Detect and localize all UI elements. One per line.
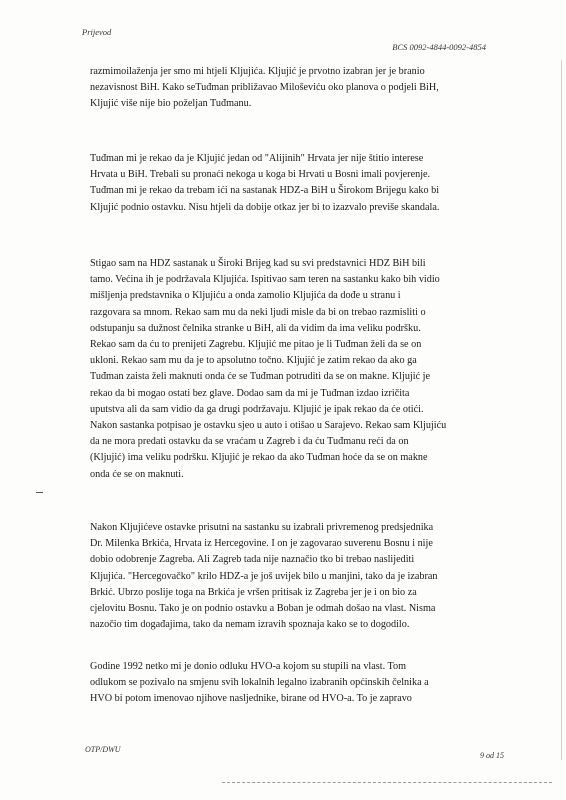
- page-number: 9 od 15: [480, 751, 504, 760]
- text-line: uputstva ali da sam vidio da ga drugi podržavaju. Kljujić je ipak rekao da će otići.: [90, 403, 424, 415]
- paragraph-2: [90, 151, 490, 216]
- text-line: Stigao sam na HDZ sastanak u Široki Brijeg kad su svi predstavnici HDZ BiH bili: [90, 258, 426, 269]
- scan-edge-line: [561, 60, 562, 760]
- text-line: Dr. Milenka Brkića, Hrvata iz Hercegovine. I on je zagovarao suverenu Bosnu i nije: [90, 538, 433, 550]
- paragraph-5: [90, 659, 490, 708]
- text-line: Rekao sam da ću to prenijeti Zagrebu. Kljujić me pitao je li Tuđman želi da se on: [90, 339, 422, 351]
- text-line: ukloni. Rekao sam mu da je to apsolutno točno. Kljujić je zatim rekao da ako ga: [90, 355, 417, 367]
- paragraph-1: [90, 64, 490, 113]
- paragraph-3: [90, 256, 490, 483]
- text-line: Tuđman zaista želi maknuti onda će se Tuđman potruditi da se on makne. Kljujić je: [90, 371, 430, 383]
- text-line: nezavisnost BiH. Kako seTuđman približavao Miloševiću oko planova o podjeli BiH,: [90, 82, 439, 94]
- text-line: HVO bi potom imenovao njihove nasljednike, birane od HVO-a. To je zapravo: [90, 693, 412, 705]
- text-line: razgovara sa mnom. Rekao sam mu da neki ljudi misle da bi on trebao razmisliti o: [90, 306, 426, 318]
- text-line: razmimoilaženja jer smo mi htjeli Kljujića. Kljujić je prvotno izabran jer je branio: [90, 66, 425, 77]
- bottom-divider: [222, 782, 552, 783]
- footer-label: OTP/DWU: [85, 745, 121, 754]
- text-line: tamo. Većina ih je podržavala Kljujića. Ispitivao sam teren na sastanku kako bih vidio: [90, 274, 440, 286]
- margin-mark: [36, 492, 43, 493]
- text-line: mišljenja predstavnika o Kljujiću a onda zamolio Kljujića da dođe u stranu i: [90, 290, 401, 302]
- text-line: nazočio tim događajima, tako da nemam izravih spoznaja kako se to dogodilo.: [90, 619, 410, 631]
- text-line: odlukom se pozivalo na smjenu svih lokalnih legalno izabranih općinskih čelnika a: [90, 677, 429, 689]
- header-label: Prijevod: [82, 27, 112, 37]
- text-line: da ne mora predati ostavku da se vraćam u Zagreb i da ću Tuđmanu reći da on: [90, 436, 409, 448]
- text-line: Brkić. Ubrzo poslije toga na Brkića je vršen pritisak iz Zagreba jer je i on bio za: [90, 586, 417, 598]
- text-line: Tuđman mi je rekao da trebam ići na sastanak HDZ-a BiH u Širokom Brijegu kako bi: [90, 185, 440, 197]
- text-line: onda će se on maknuti.: [90, 468, 184, 480]
- text-line: dobio odobrenje Zagreba. Ali Zagreb tada nije naznačio tko bi trebao naslijediti: [90, 554, 415, 566]
- text-line: odstupanju sa dužnost čelnika stranke u BiH, ali da vidim da ima veliku podršku.: [90, 322, 421, 334]
- text-line: Hrvata u BiH. Trebali su pronaći nekoga u koga bi Hrvati u Bosni imali povjerenje.: [90, 169, 431, 181]
- paragraph-4: [90, 520, 490, 633]
- text-line: Kljujića. "Hercegovačko" krilo HDZ-a je još uvijek bilo u manjini, tako da je izabran: [90, 570, 438, 582]
- text-line: (Kljujić) ima veliku podršku. Kljujić je rekao da ako Tuđman hoće da se on makne: [90, 452, 428, 464]
- text-line: Tuđman mi je rekao da je Kljujić jedan od "Alijinih" Hrvata jer nije štitio interese: [90, 153, 424, 164]
- text-line: Kljujić više nije bio poželjan Tuđmanu.: [90, 98, 252, 110]
- text-line: Godine 1992 netko mi je donio odluku HVO-a kojom su stupili na vlast. Tom: [90, 661, 407, 672]
- text-line: cjelovitu Bosnu. Tako je on podnio ostavku a Boban je odmah došao na vlast. Nisma: [90, 603, 436, 615]
- text-line: Nakon sastanka potpisao je ostavku sjeo u auto i otišao u Sarajevo. Rekao sam Kljujiću: [90, 420, 447, 432]
- text-line: Nakon Kljujićeve ostavke prisutni na sastanku su izabrali privremenog predsjednika: [90, 522, 434, 533]
- text-line: rekao da bi mogao ostati bez glave. Dodao sam da mi je Tuđman izdao izričita: [90, 387, 410, 399]
- header-document-id: BCS 0092-4844-0092-4854: [392, 42, 486, 52]
- text-line: Kljujić podnio ostavku. Nisu htjeli da dobije otkaz jer bi to izazvalo previše skandala.: [90, 201, 440, 213]
